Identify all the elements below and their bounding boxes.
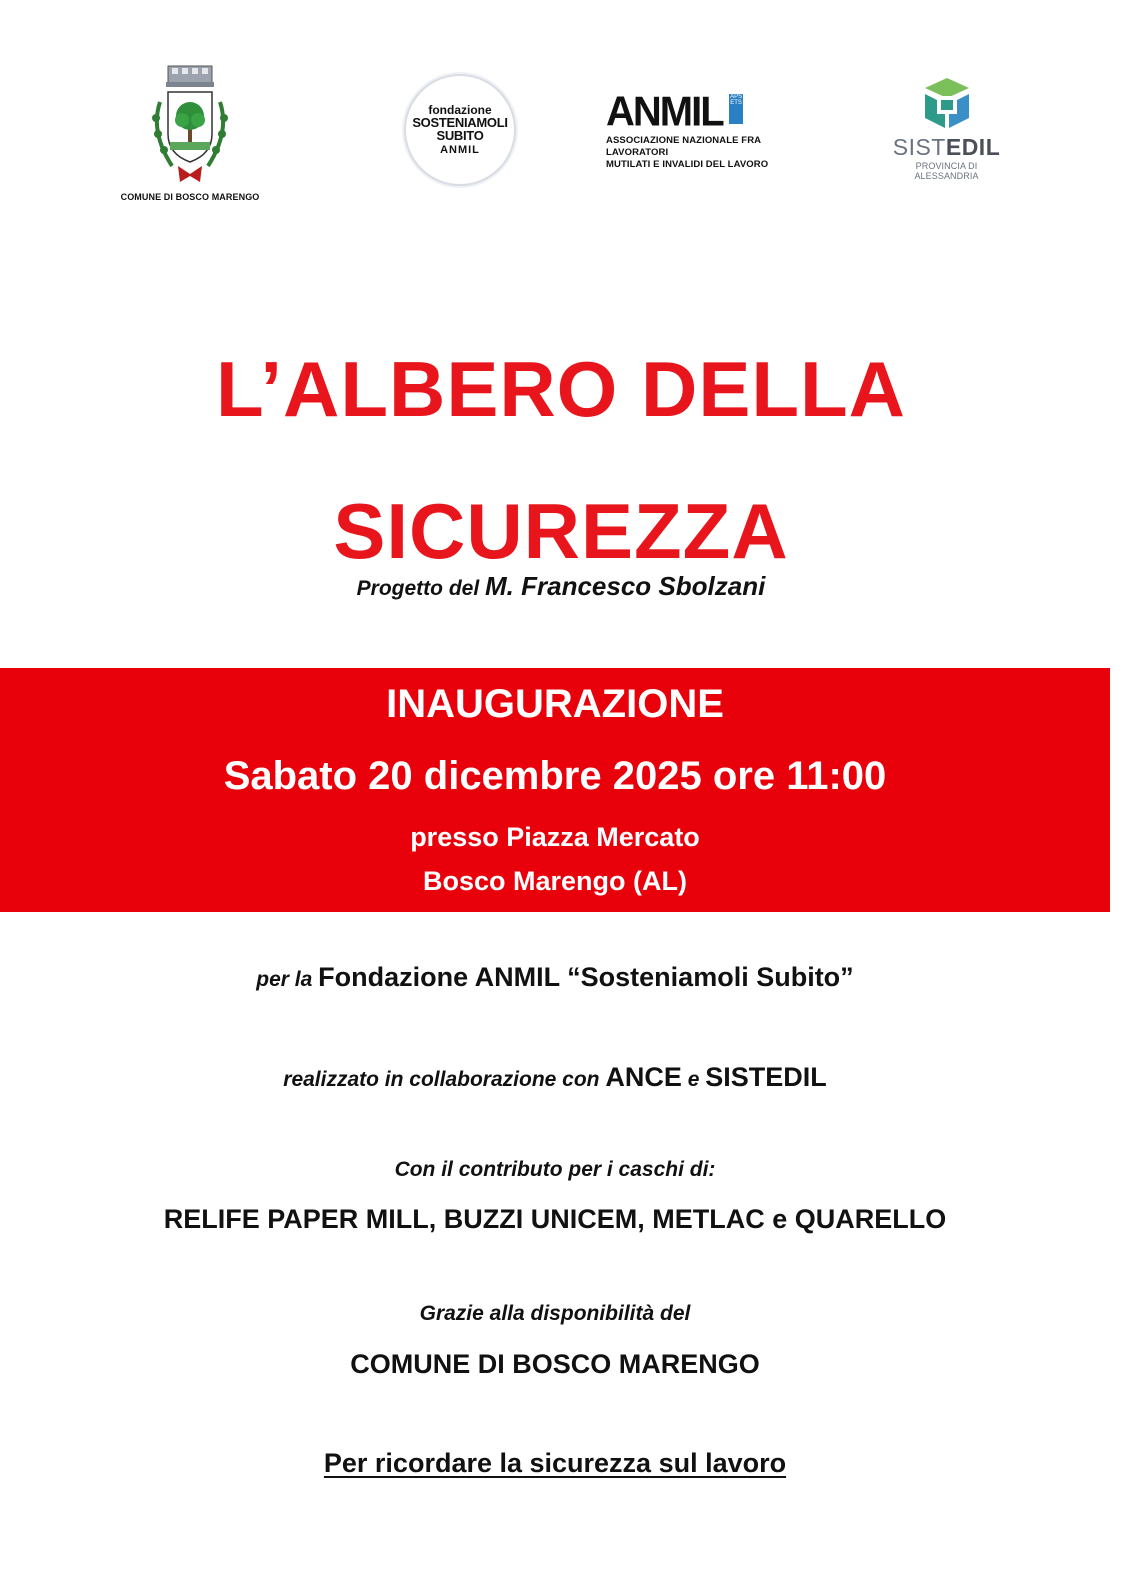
collaboration-line <box>0 1062 1110 1093</box>
event-datetime: Sabato 20 dicembre 2025 ore 11:00 <box>223 754 887 798</box>
sistedil-word-light: SIST <box>892 134 946 160</box>
contributors-list: RELIFE PAPER MILL, BUZZI UNICEM, METLAC e QUARELLO <box>163 1204 947 1234</box>
credit-prefix: Progetto del <box>356 577 486 600</box>
inauguration-heading: INAUGURAZIONE <box>386 682 724 726</box>
anmil-aps-badge: APS ETS <box>729 94 743 124</box>
event-place-1: presso Piazza Mercato <box>410 822 700 852</box>
sistedil-word-bold: EDIL <box>945 134 1001 160</box>
collaborator-sistedil: SISTEDIL <box>705 1062 827 1092</box>
beneficiary-prefix: per la <box>256 968 319 991</box>
anmil-wordmark: ANMIL <box>606 88 723 136</box>
fondazione-line1: fondazione <box>428 102 492 117</box>
credit-author: M. Francesco Sbolzani <box>485 571 766 601</box>
fondazione-line4: ANMIL <box>440 144 480 157</box>
fondazione-line3: SUBITO <box>436 128 484 143</box>
sistedil-wordmark <box>884 134 1009 161</box>
anmil-logo <box>606 88 816 182</box>
fondazione-logo <box>404 74 520 190</box>
collaborator-ance: ANCE <box>605 1062 682 1092</box>
comune-logo <box>110 62 270 222</box>
anmil-subtitle-2: MUTILATI E INVALIDI DEL LAVORO <box>606 158 769 170</box>
collaboration-prefix: realizzato in collaborazione con <box>283 1068 606 1091</box>
thanks-label: Grazie alla disponibilità del <box>419 1302 691 1325</box>
fondazione-badge <box>404 74 516 186</box>
event-place-2: Bosco Marengo (AL) <box>422 866 687 896</box>
beneficiary-line <box>0 962 1110 993</box>
sistedil-logo <box>884 74 1009 184</box>
contribution-label: Con il contributo per i caschi di: <box>394 1158 716 1181</box>
comune-caption: COMUNE DI BOSCO MARENGO <box>120 192 260 202</box>
closing-motto: Per ricordare la sicurezza sul lavoro <box>323 1448 787 1478</box>
title-line-2: SICUREZZA <box>333 487 789 575</box>
sistedil-subtitle: PROVINCIA DI ALESSANDRIA <box>914 161 979 181</box>
beneficiary-name: Fondazione ANMIL “Sosteniamoli Subito” <box>318 962 854 992</box>
inauguration-band <box>0 668 1110 912</box>
coat-of-arms-icon <box>142 62 238 188</box>
collaboration-and: e <box>681 1068 706 1091</box>
fondazione-line2: SOSTENIAMOLI <box>412 114 508 130</box>
project-credit <box>0 571 1122 602</box>
anmil-subtitle-1: ASSOCIAZIONE NAZIONALE FRA LAVORATORI <box>606 135 761 158</box>
poster-title <box>0 318 1122 602</box>
title-line-1: L’ALBERO DELLA <box>216 345 906 433</box>
sistedil-cube-icon <box>915 74 979 132</box>
thanks-name: COMUNE DI BOSCO MARENGO <box>350 1349 760 1379</box>
